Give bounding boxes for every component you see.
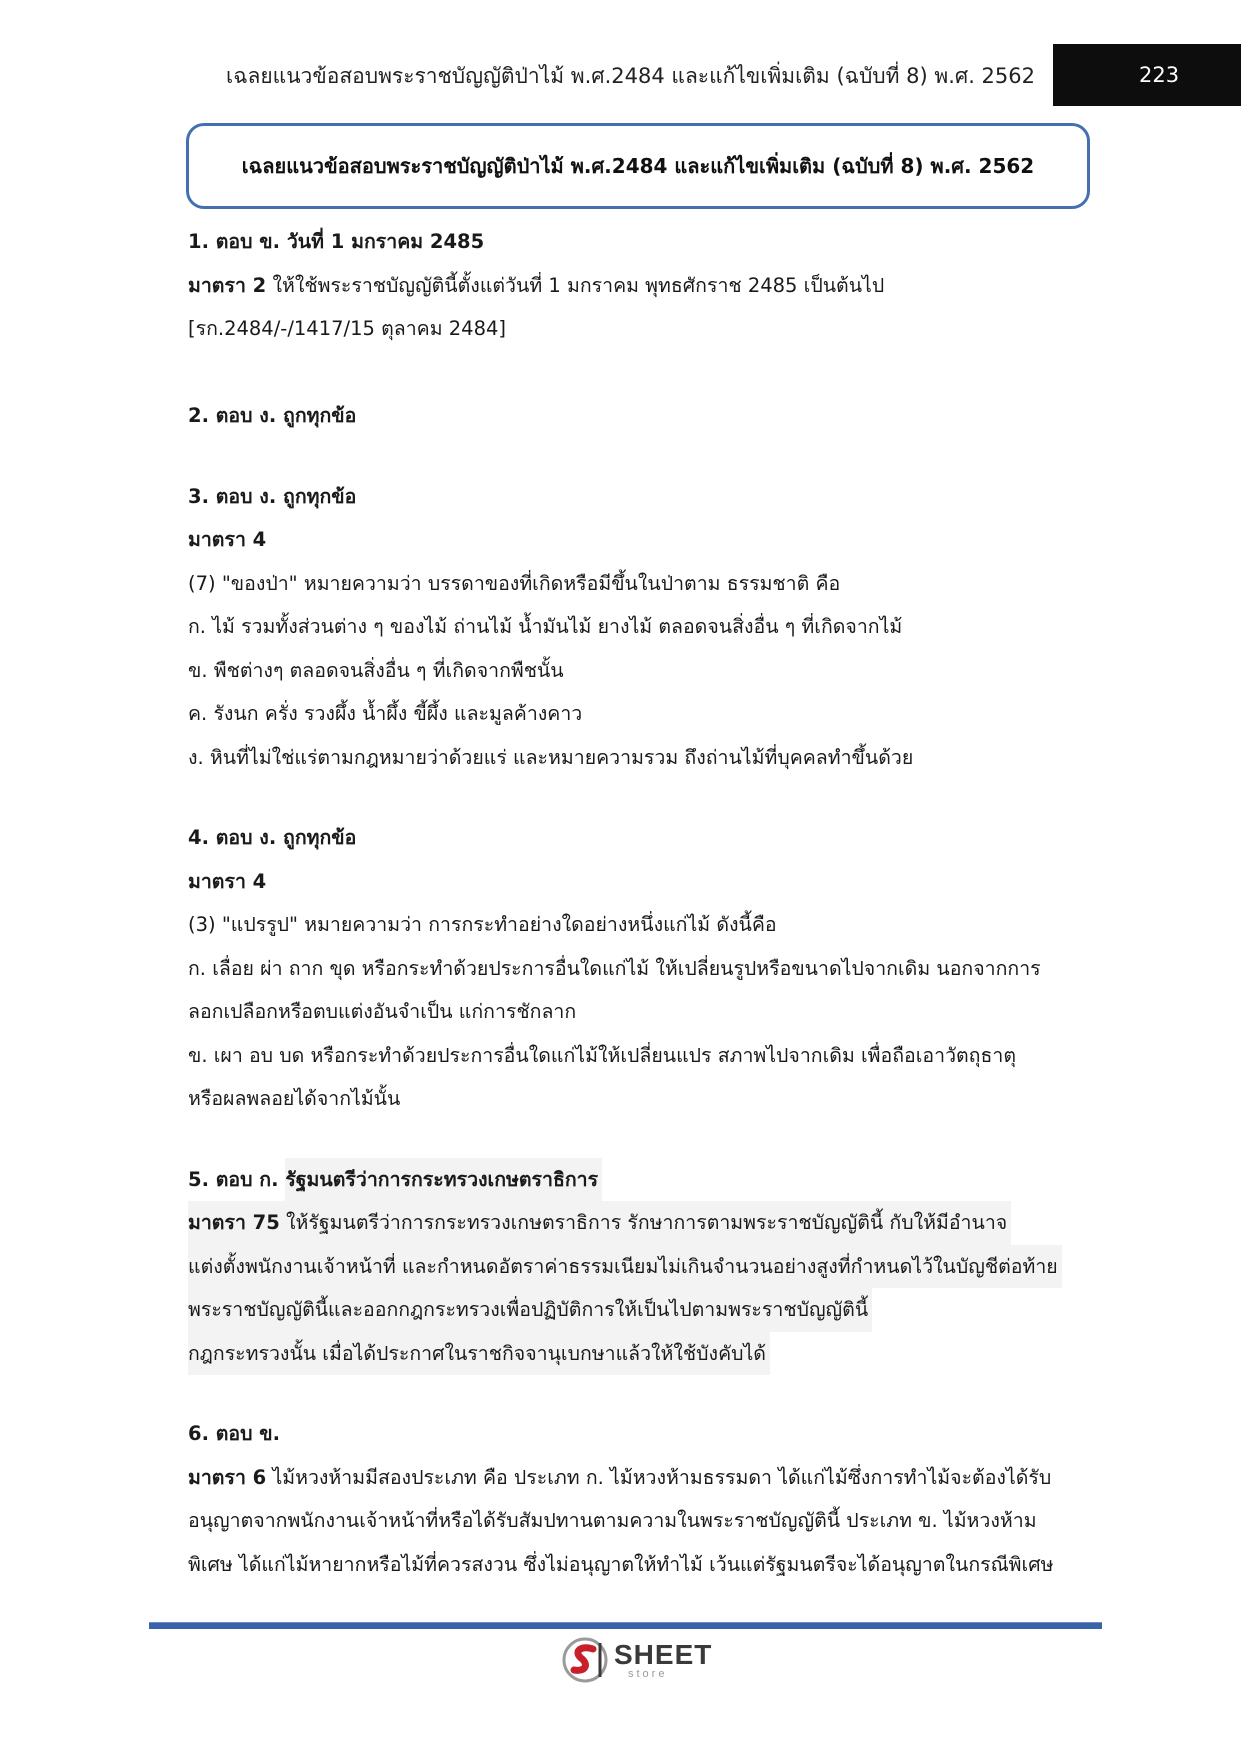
answer-3-line: ง. หินที่ไม่ใช่แร่ตามกฎหมายว่าด้วยแร่ และหมายความรวม ถึงถ่านไม้ที่บุคคลทำขึ้นด้วย <box>188 745 914 769</box>
answer-5-section-label: มาตรา 75 <box>188 1211 280 1234</box>
answer-6-line: พิเศษ ได้แก่ไม้หายากหรือไม้ที่ควรสงวน ซึ่งไม่อนุญาตให้ทำไม้ เว้นแต่รัฐมนตรีจะได้อนุญาตในกรณีพิเศษ <box>188 1552 1054 1576</box>
answer-6-section-line <box>188 1456 1088 1500</box>
answer-5-line-wrap <box>188 1332 1088 1376</box>
answer-6-heading: 6. ตอบ ข. <box>188 1422 281 1445</box>
answer-6-line: อนุญาตจากพนักงานเจ้าหน้าที่หรือได้รับสัมปทานตามความในพระราชบัญญัตินี้ ประเภท ข. ไม้หวงห้าม <box>188 1509 1037 1532</box>
answer-1-heading: 1. ตอบ ข. วันที่ 1 มกราคม 2485 <box>188 230 485 253</box>
page-number-badge <box>1053 44 1241 106</box>
logo-word: SHEET <box>614 1638 713 1670</box>
answer-1-reference: [รก.2484/-/1417/15 ตุลาคม 2484] <box>188 317 506 340</box>
answer-4-heading: 4. ตอบ ง. ถูกทุกข้อ <box>188 826 357 849</box>
answer-5-section-text: ให้รัฐมนตรีว่าการกระทรวงเกษตราธิการ รักษาการตามพระราชบัญญัตินี้ กับให้มีอำนาจ <box>279 1211 1008 1234</box>
answer-content <box>188 220 1088 1586</box>
answer-3-line: ก. ไม้ รวมทั้งส่วนต่าง ๆ ของไม้ ถ่านไม้ น้ำมันไม้ ยางไม้ ตลอดจนสิ่งอื่น ๆ ที่เกิดจากไม้ <box>188 615 903 638</box>
answer-2-heading: 2. ตอบ ง. ถูกทุกข้อ <box>188 404 357 427</box>
title-box <box>186 123 1090 209</box>
sheet-store-logo <box>562 1636 712 1684</box>
answer-4-line: ก. เลื่อย ผ่า ถาก ขุด หรือกระทำด้วยประการอื่นใดแก่ไม้ ให้เปลี่ยนรูปหรือขนาดไปจากเดิม นอกจากการ <box>188 956 1041 980</box>
answer-3-heading: 3. ตอบ ง. ถูกทุกข้อ <box>188 484 357 508</box>
answer-1-section-line <box>188 264 1088 308</box>
answer-4-section: มาตรา 4 <box>188 869 267 893</box>
answer-5-heading-answer: รัฐมนตรีว่าการกระทรวงเกษตราธิการ <box>285 1158 602 1202</box>
answer-6-section-label: มาตรา 6 <box>188 1465 267 1489</box>
title-box-text: เฉลยแนวข้อสอบพระราชบัญญัติป่าไม้ พ.ศ.2484 และแก้ไขเพิ่มเติม (ฉบับที่ 8) พ.ศ. 2562 <box>241 154 1035 178</box>
answer-4-line: ข. เผา อบ บด หรือกระทำด้วยประการอื่นใดแก่ไม้ให้เปลี่ยนแปร สภาพไปจากเดิม เพื่อถือเอาวัตถุธาตุ <box>188 1043 1017 1067</box>
answer-4-line: (3) "แปรรูป" หมายความว่า การกระทำอย่างใดอย่างหนึ่งแก่ไม้ ดังนี้คือ <box>188 913 777 936</box>
answer-5-line-wrap <box>188 1245 1088 1289</box>
answer-1-section-text: ให้ใช้พระราชบัญญัตินี้ตั้งแต่วันที่ 1 มกราคม พุทธศักราช 2485 เป็นต้นไป <box>266 273 885 297</box>
answer-4-line: หรือผลพลอยได้จากไม้นั้น <box>188 1087 401 1110</box>
logo-text <box>614 1638 713 1680</box>
answer-5-section-line <box>188 1201 1088 1245</box>
answer-5-section-wrap <box>188 1201 1011 1245</box>
answer-3-line: ค. รังนก ครั่ง รวงผึ้ง น้ำผึ้ง ขี้ผึ้ง และมูลค้างคาว <box>188 702 583 725</box>
answer-5-line: กฎกระทรวงนั้น เมื่อได้ประกาศในราชกิจจานุเบกษาแล้วให้ใช้บังคับได้ <box>188 1332 770 1376</box>
answer-4-line: ลอกเปลือกหรือตบแต่งอันจำเป็น แก่การชักลาก <box>188 1000 577 1023</box>
page-number: 223 <box>1139 63 1180 87</box>
answer-3-line: (7) "ของป่า" หมายความว่า บรรดาของที่เกิดหรือมีขึ้นในป่าตาม ธรรมชาติ คือ <box>188 571 841 595</box>
answer-5-line-wrap <box>188 1288 1088 1332</box>
answer-5-heading <box>188 1158 1088 1202</box>
logo-sub: store <box>628 1667 668 1680</box>
answer-5-heading-prefix: 5. ตอบ ก. <box>188 1167 286 1191</box>
running-header-title: เฉลยแนวข้อสอบพระราชบัญญัติป่าไม้ พ.ศ.2484 และแก้ไขเพิ่มเติม (ฉบับที่ 8) พ.ศ. 2562 <box>226 64 1035 88</box>
answer-3-section: มาตรา 4 <box>188 528 267 551</box>
footer-rule <box>149 1622 1102 1629</box>
sheet-store-logo-icon <box>562 1637 608 1683</box>
answer-3-line: ข. พืชต่างๆ ตลอดจนสิ่งอื่น ๆ ที่เกิดจากพืชนั้น <box>188 658 564 682</box>
answer-6-section-text: ไม้หวงห้ามมีสองประเภท คือ ประเภท ก. ไม้หวงห้ามธรรมดา ได้แก่ไม้ซึ่งการทำไม้จะต้องได้รับ <box>266 1465 1052 1489</box>
answer-1-section-label: มาตรา 2 <box>188 273 267 297</box>
answer-5-line: แต่งตั้งพนักงานเจ้าหน้าที่ และกำหนดอัตราค่าธรรมเนียมไม่เกินจำนวนอย่างสูงที่กำหนดไว้ในบัญชีต่อท้าย <box>188 1245 1062 1289</box>
answer-5-line: พระราชบัญญัตินี้และออกกฎกระทรวงเพื่อปฏิบัติการให้เป็นไปตามพระราชบัญญัตินี้ <box>188 1288 872 1332</box>
